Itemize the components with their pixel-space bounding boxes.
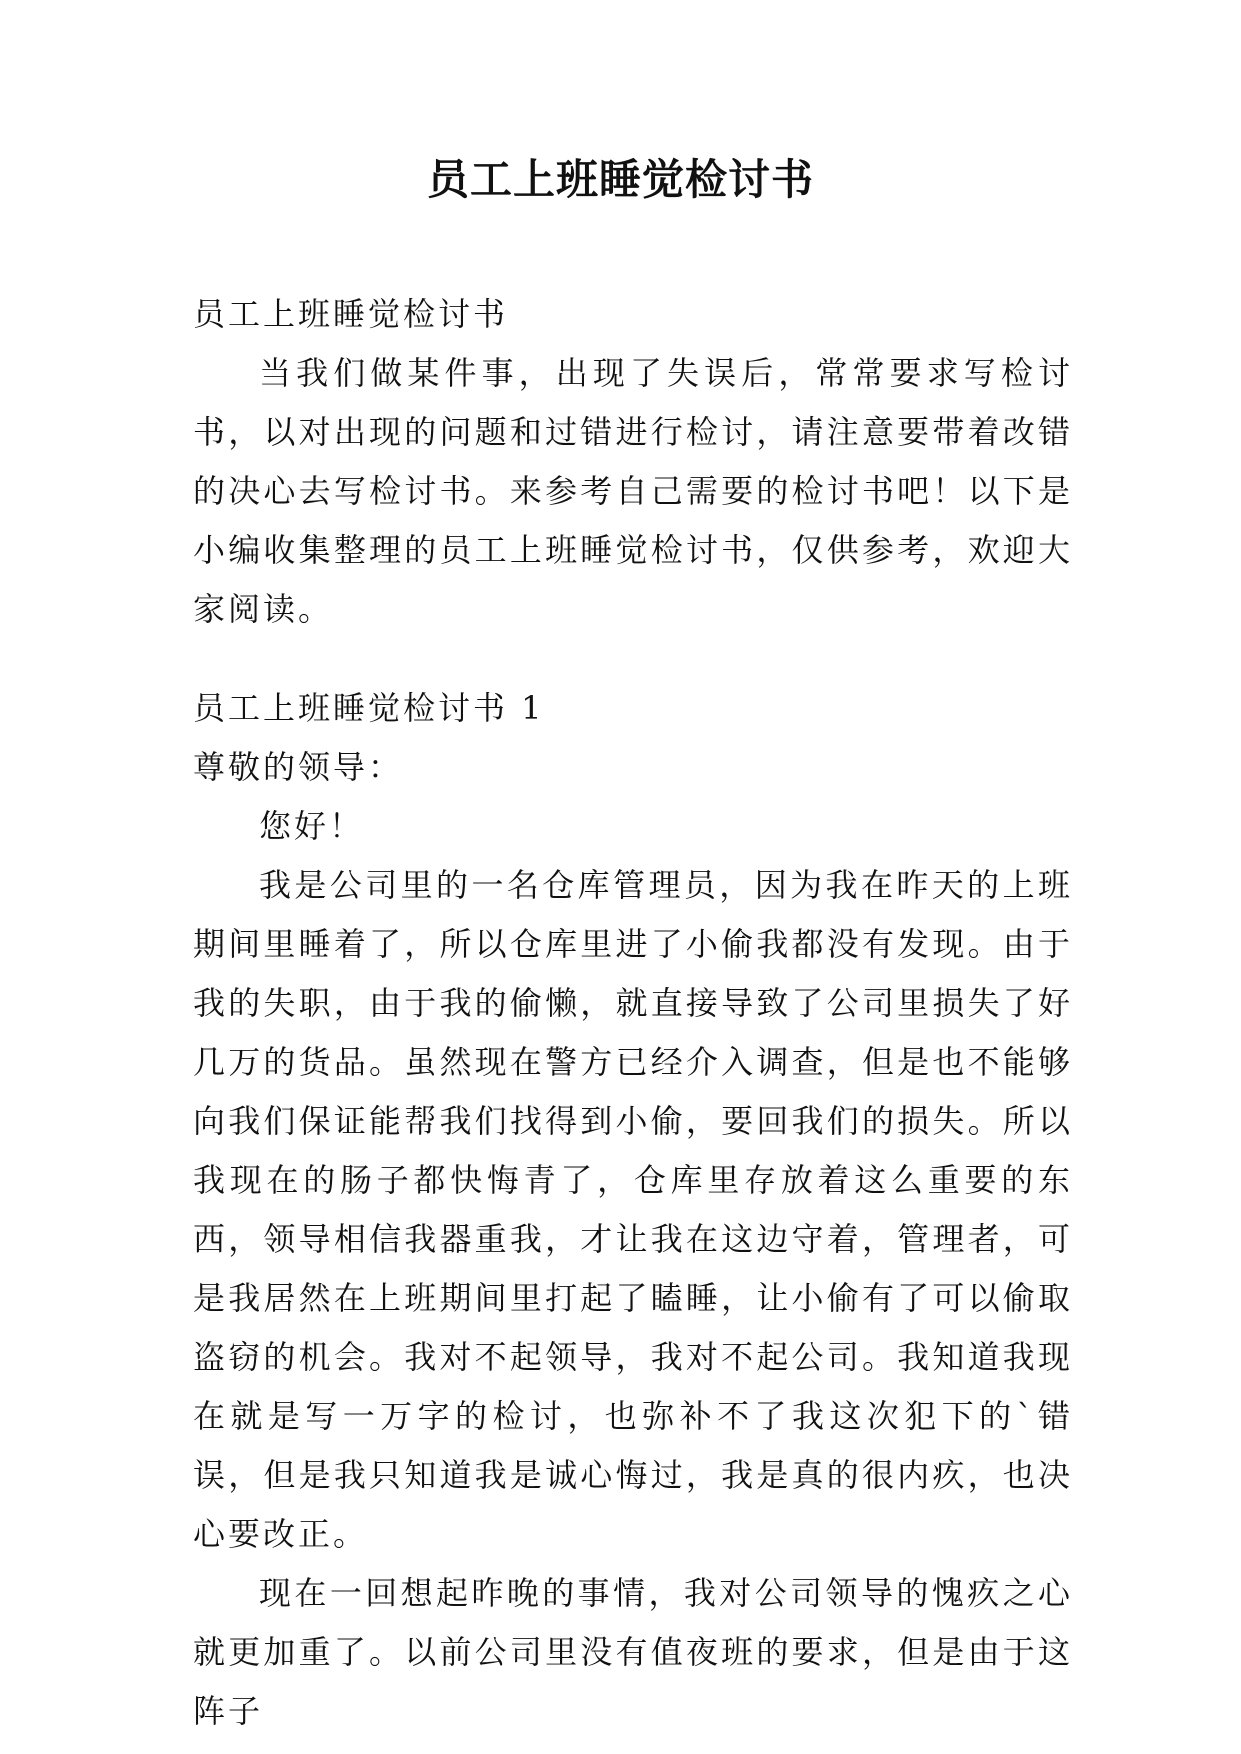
salutation: 尊敬的领导： — [193, 748, 404, 786]
body-paragraph-2: 现在一回想起昨晚的事情，我对公司领导的愧疚之心就更加重了。以前公司里没有值夜班的要求，但是由于这阵子 — [193, 1574, 1073, 1730]
intro-paragraph: 当我们做某件事，出现了失误后，常常要求写检讨书，以对出现的问题和过错进行检讨，请注意要带着改错的决心去写检讨书。来参考自己需要的检讨书吧！以下是小编收集整理的员工上班睡觉检讨书，仅供参考，欢迎大家阅读。 — [193, 354, 1073, 628]
body-paragraph-1: 我是公司里的一名仓库管理员，因为我在昨天的上班期间里睡着了，所以仓库里进了小偷我都没有发现。由于我的失职，由于我的偷懒，就直接导致了公司里损失了好几万的货品。虽然现在警方已经介入调查，但是也不能够向我们保证能帮我们找得到小偷，要回我们的损失。所以我现在的肠子都快悔青了，仓库里存放着这么重要的东西，领导相信我器重我，才让我在这边守着，管理者，可是我居然在上班期间里打起了瞌睡，让小偷有了可以偷取盗窃的机会。我对不起领导，我对不起公司。我知道我现在就是写一万字的检讨，也弥补不了我这次犯下的`错误，但是我只知道我是诚心悔过，我是真的很内疚，也决心要改正。 — [193, 866, 1073, 1553]
section-heading: 员工上班睡觉检讨书 1 — [193, 689, 545, 727]
document-body — [193, 285, 1073, 1741]
document-title: 员工上班睡觉检讨书 — [426, 155, 814, 204]
section-spacer — [193, 639, 1073, 679]
greeting: 您好！ — [259, 807, 365, 845]
document-subtitle: 员工上班睡觉检讨书 — [193, 295, 509, 333]
